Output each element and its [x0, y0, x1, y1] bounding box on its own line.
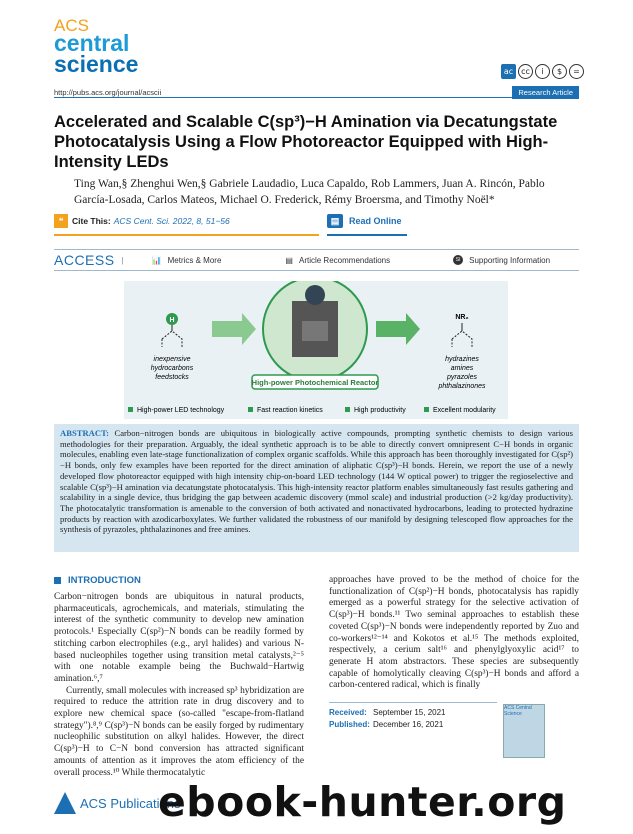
feature-bullet-1 — [128, 407, 133, 412]
si-icon: SI — [453, 255, 463, 265]
article-title: Accelerated and Scalable C(sp³)−H Amination via Decatungstate Photocatalysis Using a Flow Photoreactor Equipped with High-Intensity LEDs — [54, 113, 558, 171]
publisher-name: ACS Publications — [80, 795, 181, 811]
toc-svg — [124, 281, 508, 419]
published-row — [329, 719, 497, 731]
cite-label: Cite This: — [72, 216, 111, 226]
read-online-button[interactable] — [327, 214, 402, 228]
product-ring — [452, 331, 472, 347]
read-online-label: Read Online — [349, 216, 402, 226]
feature-1: High-power LED technology — [137, 407, 225, 414]
right-arrow — [376, 313, 420, 345]
intro-paragraph-1: Carbon−nitrogen bonds are ubiquitous in natural products, pharmaceuticals, agrochemicals, and materials, stimulating the interest of the synthetic community to develop new amination protocols.¹ Especially C(sp²)−N bonds can be readily formed by stitching carbon electrophiles (e.g., aryl halides) and various N-based nucleophiles together using transition metal catalysts,²⁻⁵ with one notable example being the Buchwald−Hartwig amination.⁶,⁷ — [54, 592, 304, 684]
feature-bullet-2 — [248, 407, 253, 412]
logo-line2: central — [54, 30, 130, 57]
bar-chart-icon: 📊 — [151, 255, 162, 265]
supporting-info-label: Supporting Information — [469, 255, 551, 265]
product-text-3: pyrazoles — [447, 374, 477, 381]
watermark: ebook-hunter.org — [158, 778, 567, 826]
cc-icon: cc — [518, 64, 533, 79]
received-row — [329, 707, 497, 719]
reactant-text-3: feedstocks — [155, 374, 189, 381]
intro-heading-label: INTRODUCTION — [68, 575, 141, 586]
logo-line3: science — [54, 50, 139, 77]
abstract-paragraph — [54, 424, 579, 539]
access-bottom-rule — [54, 270, 579, 271]
section-square-icon — [54, 577, 61, 584]
license-icons — [501, 64, 584, 79]
feature-2: Fast reaction kinetics — [257, 407, 323, 414]
quote-icon: ❝ — [54, 214, 68, 228]
dates-rule — [329, 702, 497, 703]
reactor-panel — [302, 321, 328, 341]
logo-line1: ACS — [54, 16, 89, 35]
reactant-text-1: inexpensive — [153, 356, 191, 363]
list-icon: ▤ — [285, 255, 293, 265]
feature-3: High productivity — [354, 407, 406, 414]
book-icon: ▤ — [327, 214, 343, 228]
access-label: ACCESS — [54, 252, 115, 268]
product-text-2: amines — [450, 365, 474, 372]
header-divider — [54, 97, 579, 98]
left-column — [54, 592, 304, 779]
nc-icon: $ — [552, 64, 567, 79]
received-date: September 15, 2021 — [373, 708, 446, 717]
product-text-1: hydrazines — [445, 356, 479, 363]
by-icon: i — [535, 64, 550, 79]
read-online-underline — [327, 234, 407, 236]
access-top-rule — [54, 249, 579, 250]
left-arrow — [212, 313, 256, 345]
reactant-text-2: hydrocarbons — [150, 365, 194, 372]
received-label: Received: — [329, 708, 367, 717]
nd-icon: = — [569, 64, 584, 79]
published-label: Published: — [329, 720, 370, 729]
intro-paragraph-2: Currently, small molecules with increased sp³ hybridization are required to reduce the attrition rate in drug discovery and to explore new chemical space (so-called "escape-from-flatland strategy").⁸,⁹ C(sp³)−N bonds can be easily forged by rudimentary nucleophilic substitution on alkyl halides. However, the direct C(sp³)−H to C−N bond conversion has attracted significant amounts of attention as it improves the atom efficiency of the overall process.¹⁰ While thermocatalytic — [54, 685, 304, 778]
acs-authorchoice-icon: ac — [501, 64, 516, 79]
published-date: December 16, 2021 — [373, 720, 444, 729]
product-text-4: phthalazinones — [438, 383, 486, 390]
metrics-label: Metrics & More — [167, 255, 222, 265]
access-bar — [54, 251, 579, 269]
metrics-link[interactable] — [152, 256, 222, 265]
reactant-h-label: H — [169, 317, 175, 324]
feature-4: Excellent modularity — [433, 407, 496, 414]
cite-underline — [54, 234, 319, 236]
toc-graphic — [124, 281, 508, 419]
reactant-ring — [162, 331, 182, 347]
feature-bullet-3 — [345, 407, 350, 412]
recommendations-link[interactable] — [285, 256, 390, 265]
journal-logo — [54, 18, 138, 75]
article-dates — [329, 707, 497, 731]
journal-cover-thumbnail[interactable]: ACS Central Science — [503, 704, 545, 758]
right-column — [329, 575, 579, 692]
intro-paragraph-3: approaches have proved to be the method of choice for the functionalization of C(sp²)−H bonds, photocatalysis has rapidly emerged as a powerful strategy for the selective activation of C(sp³)−H bonds.¹¹ Two seminal approaches to establish these coveted C(sp³)−N bonds were independently reported by Zuo and co-workers¹²⁻¹⁴ and Kokotos et al.¹⁵ The methods exploited, respectively, a cerium salt¹⁶ and phenylglyoxylic acid¹⁷ to generate H atom abstractors. These species are subsequently capable of homolytically cleaving C(sp³)−H bonds and afford a carbon-centered radical, which is finally — [329, 575, 579, 691]
supporting-info-link[interactable] — [453, 255, 550, 265]
abstract-label: ABSTRACT: — [60, 428, 110, 438]
intro-heading — [54, 575, 141, 586]
reactor-fan — [305, 285, 325, 305]
reactor-label: High-power Photochemical Reactor — [251, 378, 379, 387]
author-list: Ting Wan,§ Zhenghui Wen,§ Gabriele Laudadio, Luca Capaldo, Rob Lammers, Juan A. Rincón, Pablo García-Losada, Carlos Mateos, Michael O. Frederick, Rémy Broersma, and Timothy Noël* — [74, 178, 545, 206]
cite-this[interactable] — [54, 214, 230, 228]
product-nr2-label: NR₂ — [455, 314, 469, 321]
journal-url[interactable]: http://pubs.acs.org/journal/acscii — [54, 88, 162, 97]
recommendations-label: Article Recommendations — [298, 255, 391, 265]
abstract-box — [54, 424, 579, 552]
article-type-badge: Research Article — [512, 86, 579, 99]
abstract-text: Carbon−nitrogen bonds are ubiquitous in biologically active compounds, prompting synthetic chemists to design various methodologies for their preparation. Arguably, the ideal synthetic approach is to be able to directly convert omnipresent C−H bonds in organic molecules, enabling even late-stage functionalization of complex organic scaffolds. While this approach has been thoroughly investigated for C(sp²)−H bonds, only few examples have been reported for the direct amination of aliphatic C(sp³)−H bonds. Herein, we report the use of a newly developed flow photoreactor equipped with high intensity chip-on-board LED technology (144 W optical power) to trigger the regioselective and scalable C(sp³)−H amination via decatungstate photocatalysis. This high-intensity reactor platform enables simultaneously fast results gathering and scalability in a single device, thus bridging the gap between academic discovery (mmol scale) and industrial production (>2 kg/day productivity). The photocatalytic transformation is amenable to the conversion of both activated and nonactivated hydrocarbons, leading to protected hydrazine products by reaction with azodicarboxylates. We further validated the robustness of our manifold by designing telescoped flow approaches for the synthesis of pyrazoles, phthalazinones and free amines. — [60, 428, 573, 535]
acs-emblem-icon — [54, 792, 76, 814]
access-separator: | — [121, 255, 124, 265]
cite-reference[interactable]: ACS Cent. Sci. 2022, 8, 51−56 — [113, 216, 230, 226]
feature-bullet-4 — [424, 407, 429, 412]
